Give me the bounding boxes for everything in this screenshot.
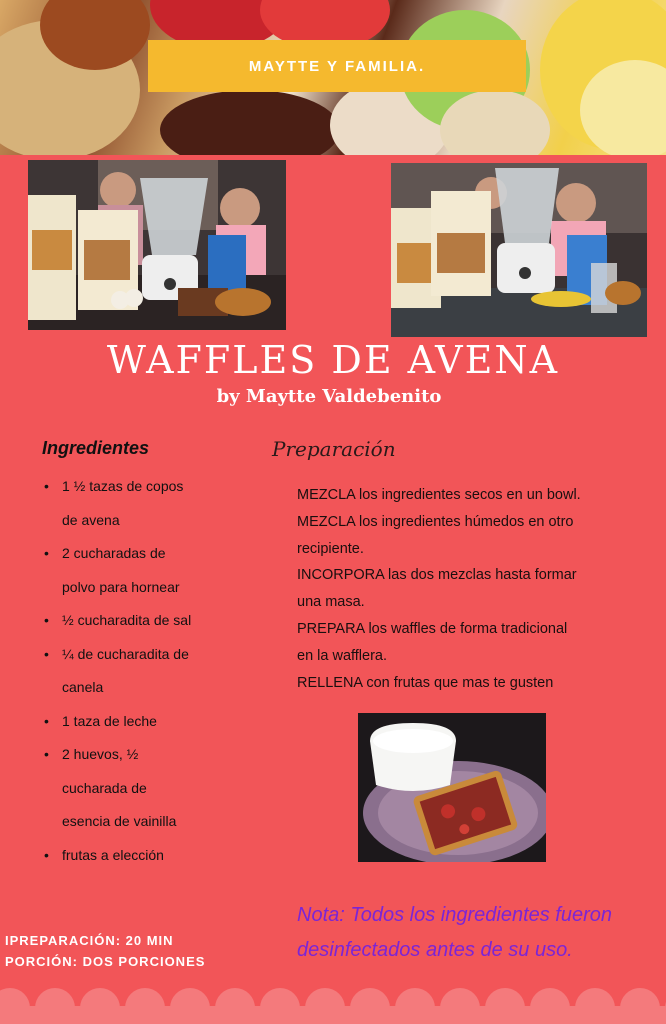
ingredient-item: • frutas a elección: [42, 839, 242, 873]
ingredient-item: • 1 taza de leche: [42, 705, 242, 739]
ingredient-item: • 2 cucharadas de: [42, 537, 242, 571]
note-line: desinfectados antes de su uso.: [297, 939, 573, 961]
preparation-line: RELLENA con frutas que mas te gusten: [297, 674, 554, 691]
preparation-line: recipiente.: [297, 540, 364, 557]
preparation-line: una masa.: [297, 594, 365, 611]
ingredient-item: • ½ cucharadita de sal: [42, 604, 242, 638]
ingredient-item-cont: esencia de vainilla: [62, 813, 177, 829]
preparation-line: MEZCLA los ingredientes húmedos en otro: [297, 513, 574, 530]
ingredient-item: • 1 ½ tazas de copos: [42, 470, 242, 504]
brand-title: MAYTTE Y FAMILIA.: [248, 57, 426, 75]
ingredients-list: [42, 470, 242, 872]
ingredient-item-cont: polvo para hornear: [62, 578, 180, 595]
ingredient-item: • 2 huevos, ½: [42, 738, 242, 772]
brand-box: [148, 40, 526, 92]
preparation-steps: [297, 482, 647, 696]
photo-waffles: [358, 713, 546, 862]
prep-time: IPREPARACIÓN: 20 MIN: [5, 933, 174, 948]
preparation-line: MEZCLA los ingredientes secos en un bowl.: [297, 487, 581, 503]
ingredient-item-cont: canela: [62, 679, 104, 695]
photo-ingredients-2: [391, 163, 647, 337]
preparation-line: en la wafflera.: [297, 647, 388, 664]
ingredient-item-cont: cucharada de: [62, 779, 147, 796]
ingredient-item-cont: de avena: [62, 511, 120, 528]
note-line: Nota: Todos los ingredientes fueron: [297, 904, 613, 926]
preparation-title: Preparación: [272, 437, 396, 461]
note: [297, 898, 666, 968]
recipe-author: by Maytte Valdebenito: [216, 386, 442, 407]
recipe-title: WAFFLES DE AVENA: [106, 338, 560, 382]
scalloped-border: [0, 988, 666, 1024]
ingredients-title: Ingredientes: [42, 438, 150, 458]
ingredient-item: • ¼ de cucharadita de: [42, 638, 242, 672]
preparation-line: PREPARA los waffles de forma tradicional: [297, 620, 568, 637]
portions: PORCIÓN: DOS PORCIONES: [5, 954, 206, 969]
photo-ingredients-1: [28, 160, 286, 330]
preparation-line: INCORPORA las dos mezclas hasta formar: [297, 567, 577, 584]
recipe-info: [5, 930, 205, 972]
